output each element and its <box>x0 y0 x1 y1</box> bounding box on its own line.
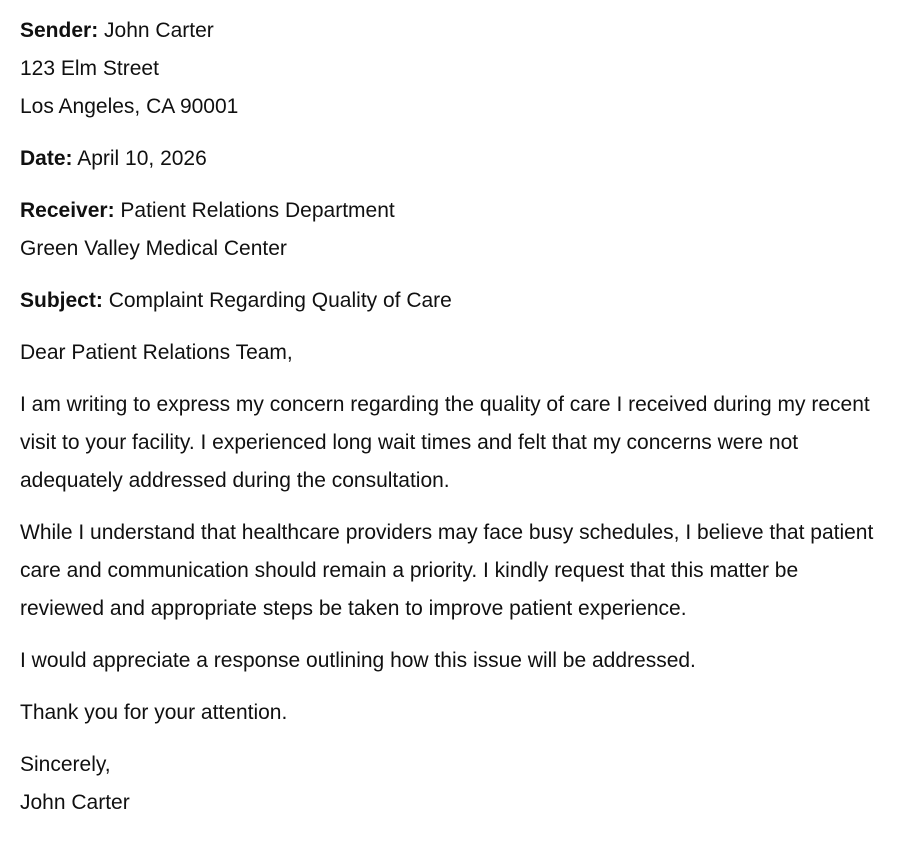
receiver-value: Patient Relations Department <box>120 199 395 222</box>
letter-body <box>20 12 882 822</box>
sender-block <box>20 12 882 126</box>
receiver-block <box>20 192 882 268</box>
body-paragraph-1: I am writing to express my concern regarding the quality of care I received during my recent visit to your facility. I experienced long wait times and felt that my concerns were not adequately addressed during the consultation. <box>20 393 870 492</box>
sender-address-line-1: 123 Elm Street <box>20 57 159 80</box>
receiver-line <box>20 192 882 230</box>
receiver-organization: Green Valley Medical Center <box>20 237 287 260</box>
receiver-label: Receiver: <box>20 199 115 222</box>
signature-name: John Carter <box>20 791 130 814</box>
subject-label: Subject: <box>20 289 103 312</box>
body-paragraph-2: While I understand that healthcare providers may face busy schedules, I believe that patient care and communication should remain a priority. I kindly request that this matter be reviewed and appropriate steps be taken to improve patient experience. <box>20 521 874 620</box>
date-label: Date: <box>20 147 73 170</box>
sender-value: John Carter <box>104 19 214 42</box>
sender-label: Sender: <box>20 19 99 42</box>
salutation: Dear Patient Relations Team, <box>20 341 293 364</box>
sender-line <box>20 12 882 50</box>
body-paragraph-3: I would appreciate a response outlining how this issue will be addressed. <box>20 649 696 672</box>
subject-line <box>20 282 882 320</box>
valediction: Sincerely, <box>20 753 111 776</box>
date-value: April 10, 2026 <box>77 147 207 170</box>
subject-value: Complaint Regarding Quality of Care <box>108 289 452 312</box>
body-paragraph-4: Thank you for your attention. <box>20 701 288 724</box>
closing-block <box>20 746 882 822</box>
subject-block <box>20 282 882 320</box>
date-block <box>20 140 882 178</box>
sender-address-line-2: Los Angeles, CA 90001 <box>20 95 239 118</box>
date-line <box>20 140 882 178</box>
